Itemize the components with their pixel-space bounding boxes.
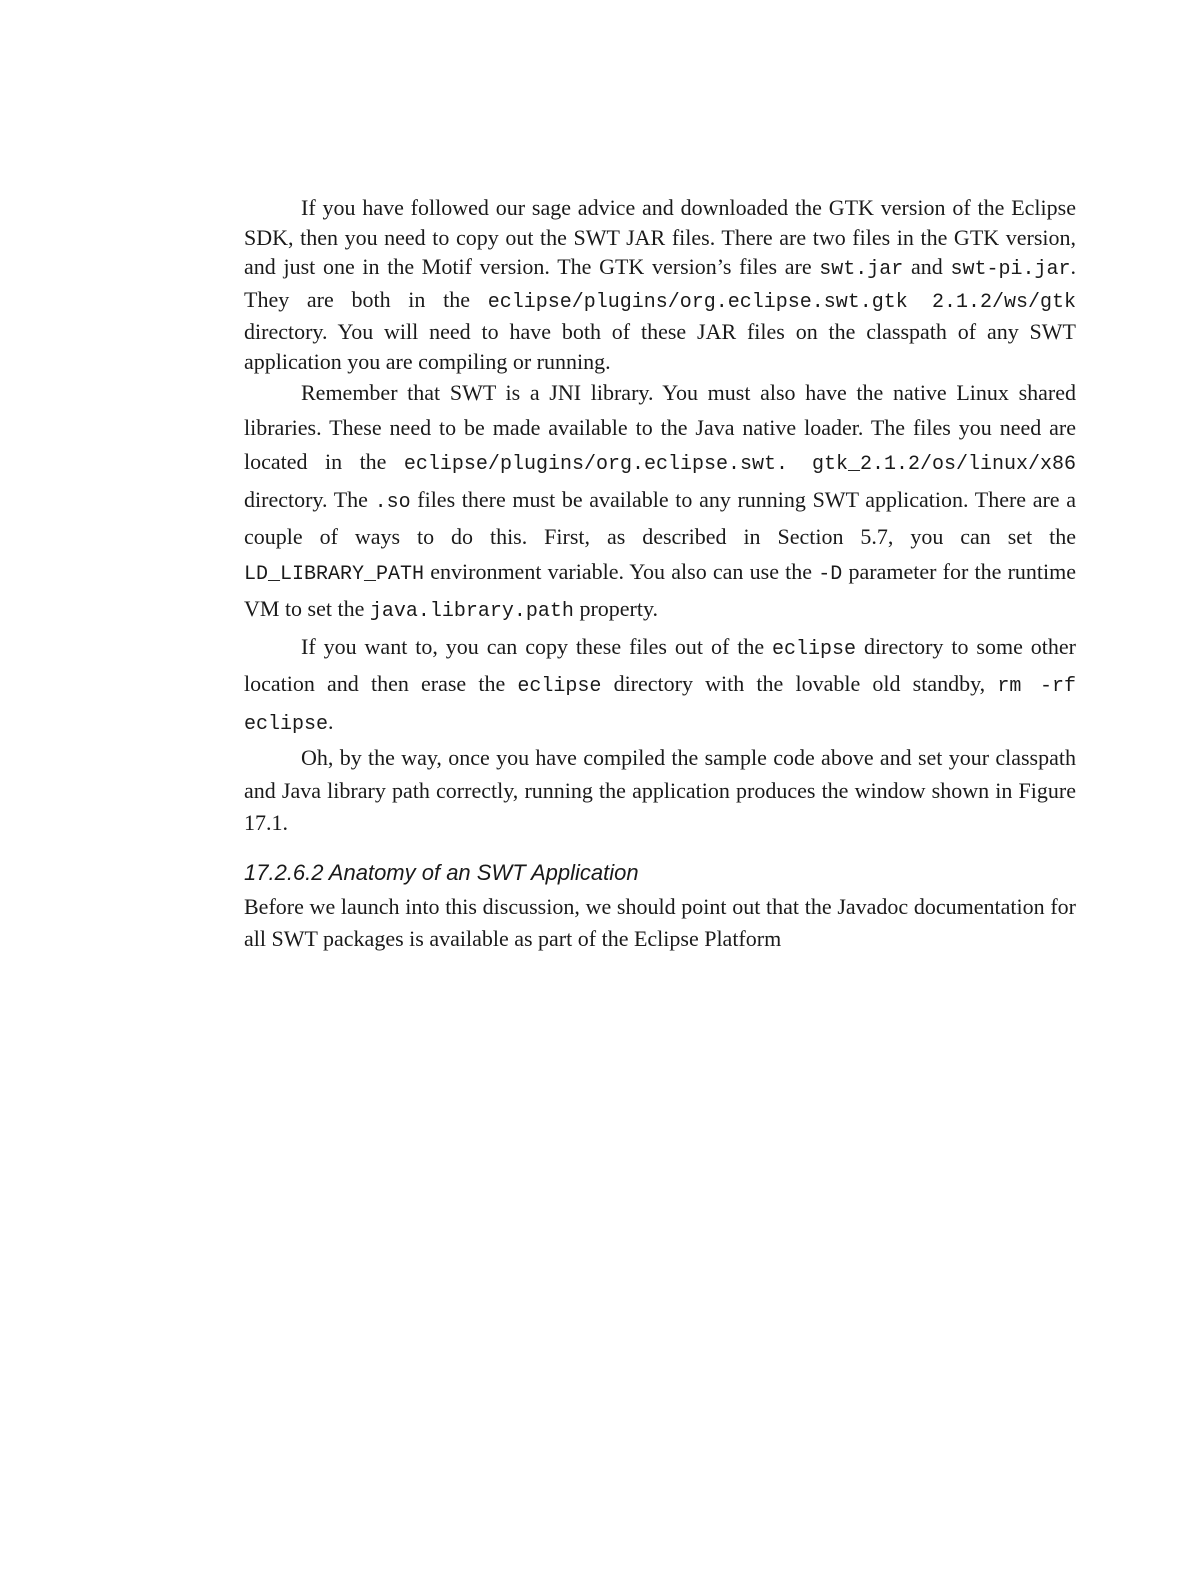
- paragraph-text: directory to some other location and then erase the: [244, 633, 1076, 696]
- paragraph-javadoc-intro: Before we launch into this discussion, we should point out that the Javadoc documentation for all SWT packages is available as part of the Eclipse Platform: [244, 893, 1076, 951]
- paragraph-text: property.: [573, 596, 659, 621]
- inline-code: -D: [818, 562, 843, 586]
- inline-code: .so: [374, 490, 411, 514]
- paragraph-text: . They are both in the: [244, 254, 1077, 312]
- inline-code: java.library.path: [369, 600, 574, 623]
- paragraph-text: directory with the lovable old standby,: [601, 671, 998, 696]
- paragraph-text: directory. You will need to have both of these JAR files on the classpath of any SWT application you are compiling or running.: [244, 319, 1076, 374]
- paragraph-text: Remember that SWT is a JNI library. You must also have the native Linux shared libraries. These need to be made available to the Java native loader. The files you need are located in the: [244, 380, 1076, 474]
- inline-code: eclipse: [517, 675, 602, 698]
- inline-code: eclipse: [772, 637, 857, 661]
- inline-code: eclipse/plugins/org.eclipse.swt.gtk 2.1.2/ws/gtk: [487, 290, 1077, 314]
- paragraph-text: If you have followed our sage advice and downloaded the GTK version of the Eclipse SDK, then you need to copy out the SWT JAR files. There are two files in the GTK version, and just one in the Motif version. The GTK version’s files are: [244, 195, 1076, 279]
- inline-code: eclipse/plugins/org.eclipse.swt. gtk_2.1.2/os/linux/x86: [403, 453, 1076, 476]
- paragraph-swt-jar-files: [244, 193, 1076, 376]
- paragraph-text: If you want to, you can copy these files out of the: [301, 633, 773, 659]
- paragraph-text: parameter for the runtime VM to set the: [244, 558, 1076, 621]
- paragraph-native-libraries: [244, 376, 1076, 630]
- paragraph-running-application: [244, 742, 1076, 840]
- inline-code: swt.jar: [819, 258, 904, 281]
- paragraph-text: environment variable. You also can use the: [424, 558, 819, 584]
- inline-code: LD_LIBRARY_PATH: [244, 562, 425, 586]
- paragraph-text: and: [903, 254, 951, 279]
- inline-code: rm -rf eclipse: [244, 675, 1077, 736]
- paragraph-text: directory. The: [244, 486, 375, 512]
- paragraph-text: files there must be available to any running SWT application. There are a couple of ways to do this. First, as described in Section 5.7, you can set the: [244, 486, 1076, 549]
- paragraph-copy-files: [244, 630, 1076, 743]
- inline-code: swt-pi.jar: [950, 258, 1071, 281]
- section-heading: 17.2.6.2 Anatomy of an SWT Application: [244, 859, 639, 885]
- document-page: [244, 193, 1076, 955]
- paragraph-text: .: [328, 708, 334, 734]
- paragraph-text: Oh, by the way, once you have compiled the sample code above and set your classpath and Java library path correctly, running the application produces the window shown in Figure 17.1.: [244, 745, 1076, 835]
